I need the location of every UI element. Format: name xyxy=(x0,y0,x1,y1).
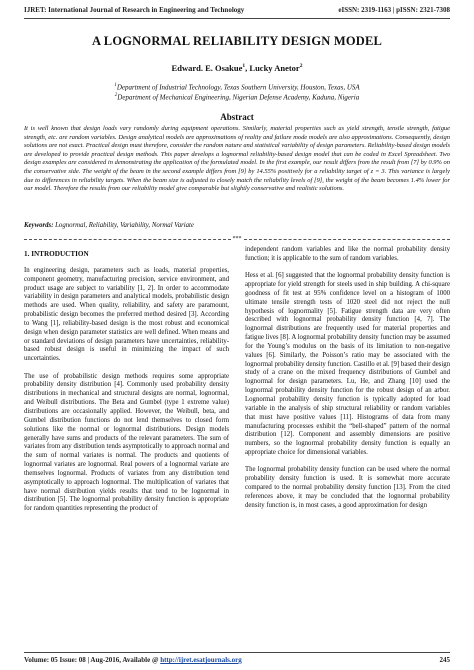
affiliation xyxy=(24,83,450,91)
affiliation xyxy=(24,93,450,101)
separator-dash xyxy=(244,239,451,240)
affiliation-text: Department of Industrial Technology, Texas Southern University, Houston, Texas, USA xyxy=(116,83,360,92)
author-separator: , xyxy=(245,63,250,73)
author-affil-sup: 2 xyxy=(299,63,303,70)
body-paragraph: The use of probabilistic design methods requires some appropriate probability density distribution [4]. Commonly used probability density distributions in mechanical and structural designs are normal, lognormal, and Weibull distributions. The Beta and Gumbel (type 1 extreme value) distributions are occasionally applied. However, the Weibull, beta, and Gumbel distribution functions do not lend themselves to closed form solutions like the normal or lognormal distributions. Design models generally have sums and products of the relevant parameters. The sum of variates from any distribution tends asymptotically to approach normal and the sum of normal variates is normal. The products and quotients of lognormal variates are lognormal. Real powers of a lognormal variate are themselves lognormal. Products of variates from any distribution tend asymptotically to approach lognormal. The multiplication of variates that have normal distribution yields results that tend to be lognormal in distribution [5]. The lognormal probability density function is appropriate for random quantities representing the product of xyxy=(24,372,229,513)
body-paragraph: independent random variables and like the normal probability density function; it is applicable to the sum of random variables. xyxy=(245,246,450,262)
section-separator xyxy=(24,236,450,242)
abstract-heading: Abstract xyxy=(220,112,254,122)
running-header xyxy=(24,6,450,14)
body-paragraph: Hess et al. [6] suggested that the lognormal probability density function is appropriate for yield strength for steels used in ship building. A chi-square goodness of fit test at 95% confidence level on a histogram of 1000 ultimate tensile strength tests of 1020 steel did not reject the null hypothesis of lognormality [5]. Fatigue strength data are very often described with lognormal probability density function [4, 7]. The lognormal distributions are frequently used for material properties and fatigue lives [8]. A lognormal probability density function may be assumed for the Young’s modulus on the basis of its limitation to non-negative values [6]. Similarly, the Poisson’s ratio may be associated with the lognormal probability density function. Castillo et al. [9] based their design study of a crane on the mixed frequency distributions of Gumbel and lognormal for design parameters. Lu, He, and Zhang [10] used the lognormal probability density function for the robust design of an arbor. Lognormal probability density function is typically adopted for load variable in the analysis of ship structural reliability or random variables that must have positive values [11]. Histograms of data from many manufacturing processes exhibit the “bell-shaped” pattern of the normal distribution [12]. Component and assembly dimensions are positive numbers, so the lognormal probability density function is equally an appropriate choice for dimensional variables. xyxy=(245,272,450,457)
abstract-body: It is well known that design loads vary randomly during equipment operations. Similarly, material properties such as yield strength, tensile strength, fatigue strength, etc. are random variables. Design analytical models are approximations of reality and failure mode models are also approximations. Consequently, design solutions are not exact. Practical design must therefore, consider the random nature and statistical variability of design parameters. Reliability-based design models are developed to provide practical design methods. This paper develops a lognormal reliability-based design model that can be coded in Excel Spreadsheet. Two design examples are considered in demonstrating the application of the formulated model. In the first example, our result differs from the result from [7] by 0.9% on the conservative side. The weight of the beam in the second example differs from [9] by 14.55% positively for a reliability target of z = 3. This variance is largely due to differences in reliability targets. When the beam size is adjusted to closely match the reliability levels of [9], the weight of the beam becomes 1.4% lower for our model. Therefore the results from our reliability model give comparable but slightly conservative and realistic solutions. xyxy=(24,125,450,193)
separator-stars: *** xyxy=(232,236,242,242)
body-paragraph: The lognormal probability density function can be used where the normal probability density function is used. It is somewhat more accurate compared to the normal probability density function [13]. From the cited references above, it may be concluded that the lognormal probability density function is, in most cases, a good approximation for design xyxy=(245,466,450,509)
journal-url-link[interactable]: http://ijret.esatjournals.org xyxy=(160,656,242,664)
running-footer xyxy=(24,656,450,664)
header-rule xyxy=(24,18,450,19)
author-name: Lucky Anetor xyxy=(249,63,300,73)
separator-dash xyxy=(24,239,231,240)
section-heading: 1. INTRODUCTION xyxy=(24,250,89,258)
affiliation-sup: 1 xyxy=(114,83,117,88)
paper-title: A LOGNORMAL RELIABILITY DESIGN MODEL xyxy=(91,34,383,48)
right-column xyxy=(245,246,450,519)
footer-rule xyxy=(24,652,450,653)
keywords xyxy=(24,222,450,229)
body-paragraph: In engineering design, parameters such as loads, material properties, component geometry, manufacturing precision, service environment, and product usage are subject to variability [1, 2]. In order to accommodate variability in design parameters and analytical models, probabilistic design methods are used. When quality, reliability, and safety are paramount, probabilistic design becomes the preferred method desired [3]. According to Wang [1], reliability-based design is the most robust and economical design when design parameter statistics are well defined. When means and or standard deviations of design parameters have uncertainties, reliability-based robust design is useful in minimizing the impact of such uncertainties. xyxy=(24,266,229,363)
left-column xyxy=(24,250,229,523)
page-number: 245 xyxy=(439,656,450,664)
author-list xyxy=(24,63,450,73)
journal-name: IJRET: International Journal of Research in Engineering and Technology xyxy=(24,6,245,14)
keywords-list: Lognormal, Reliability, Variability, Normal Variate xyxy=(53,222,194,229)
author-affil-sup: 1 xyxy=(242,63,246,70)
keywords-label: Keywords: xyxy=(24,222,54,229)
issn: eISSN: 2319-1163 | pISSN: 2321-7308 xyxy=(338,6,450,14)
author-name: Edward. E. Osakue xyxy=(171,63,243,73)
volume-info xyxy=(24,656,242,664)
affiliation-text: Department of Mechanical Engineering, Nigerian Defense Academy, Kaduna, Nigeria xyxy=(117,93,360,102)
affiliation-sup: 2 xyxy=(114,93,118,98)
volume-text: Volume: 05 Issue: 08 | Aug-2016, Available @ xyxy=(24,656,161,664)
